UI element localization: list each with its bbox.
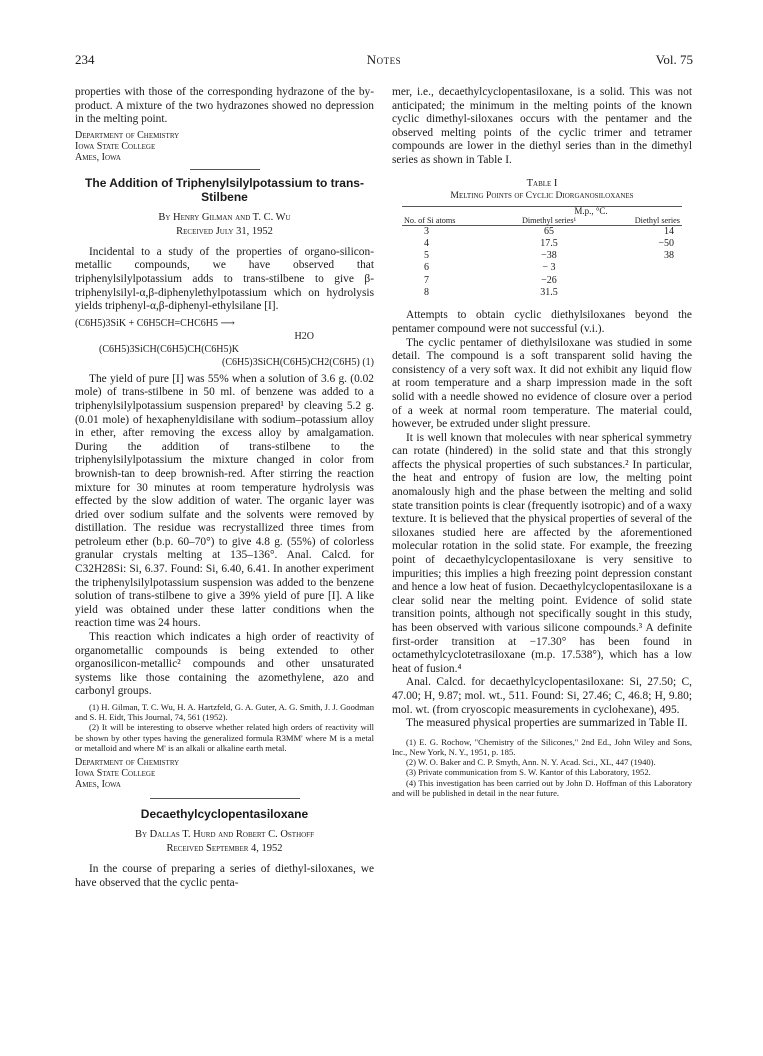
affiliation	[75, 757, 374, 790]
affiliation-line: Department of Chemistry	[75, 129, 180, 141]
footnotes	[392, 737, 692, 798]
table-cell: 17.5	[540, 237, 558, 249]
footnote: (4) This investigation has been carried out by John D. Hoffman of this Laboratory and will be published in detail in the near future.	[392, 777, 692, 798]
table-row	[402, 226, 682, 238]
melting-points-table	[402, 206, 682, 300]
table-header-spacer	[402, 206, 500, 216]
article-authors: By Dallas T. Hurd and Robert C. Osthoff	[135, 829, 314, 841]
article-authors: By Henry Gilman and T. C. Wu	[158, 211, 291, 223]
table-cell: 8	[424, 287, 429, 299]
footnote: (1) E. G. Rochow, "Chemistry of the Silicones," 2nd Ed., John Wiley and Sons, Inc., New York, N. Y., 1951, p. 185.	[392, 736, 692, 757]
left-column	[75, 86, 374, 890]
right-column	[392, 86, 692, 798]
affiliation-line: Iowa State College	[75, 768, 156, 780]
page-number: 234	[75, 52, 95, 67]
reaction-equation	[75, 317, 374, 369]
paragraph: This reaction which indicates a high order of reactivity of organometallic compounds is being extended to other organosilicon-metallic² compounds and other unsaturated systems like those containing the azomethylene, azo and carbonyl groups.	[75, 631, 374, 698]
table-cell: 3	[424, 225, 429, 237]
table-row	[402, 275, 682, 287]
divider	[190, 169, 260, 170]
table-cell: 31.5	[540, 287, 558, 299]
paragraph: In the course of preparing a series of diethyl-siloxanes, we have observed that the cyclic penta-	[75, 863, 374, 889]
table-cell: −50	[658, 237, 674, 249]
paragraph: The yield of pure [I] was 55% when a solution of 3.6 g. (0.02 mole) of trans-stilbene in 50 ml. of benzene was added to a triphenylsilylpotassium suspension prepared¹ by cleaving 5.2 g. (0.01 mole) of hexaphenyldisilane with sodium–potassium alloy in ether, after removing the excess alloy by amalgamation. During the addition of trans-stilbene to the triphenylsilylpotassium the mixture changed in color from brownish-tan to deep brownish-red. After stirring the reaction mixture for 30 minutes at room temperature hydrolysis was effected by the slow addition of water. The organic layer was dried over sodium sulfate and the solvents were removed by distillation. The residue was recrystallized three times from petroleum ether (b.p. 60–70°) to give 4.8 g. (55%) of colorless granular crystals melting at 135–136°. Anal. Calcd. for C32H28Si: Si, 6.37. Found: Si, 6.40, 6.41. In another experiment the triphenylsilylpotassium suspension was added to the benzene solution of trans-stilbene to give a 39% yield of pure [I]. A like yield was obtained under these latter conditions when the reaction time was 24 hours.	[75, 372, 374, 630]
received-date: Received September 4, 1952	[166, 843, 283, 855]
footnote: (2) W. O. Baker and C. P. Smyth, Ann. N. Y. Acad. Sci., XL, 447 (1940).	[406, 757, 656, 768]
affiliation-prev	[75, 130, 374, 163]
table-cell: − 3	[542, 262, 556, 274]
equation-reagent: H2O	[294, 330, 314, 342]
table-cell: 14	[664, 225, 674, 237]
paragraph: Anal. Calcd. for decaethylcyclopentasiloxane: Si, 27.50; C, 47.00; H, 9.87; mol. wt., 511. Found: Si, 27.46; C, 46.8; H, 9.80; mol. wt. (from cryoscopic measurements in cyclohexane), 495.	[392, 676, 692, 716]
footnote: (1) H. Gilman, T. C. Wu, H. A. Hartzfeld, G. A. Guter, A. G. Smith, J. J. Goodman and S. H. Eidt, This Journal, 74, 561 (1952).	[75, 702, 374, 723]
equation-line: (C6H5)3SiCH(C6H5)CH2(C6H5) (1)	[222, 356, 374, 368]
affiliation-line: Iowa State College	[75, 140, 156, 152]
section-title: Notes	[366, 52, 402, 67]
footnotes	[75, 702, 374, 753]
table-cell	[598, 287, 682, 299]
table-cell: 5	[424, 250, 429, 262]
table-cell: 65	[544, 225, 554, 237]
footnote: (3) Private communication from S. W. Kantor of this Laboratory, 1952.	[406, 767, 651, 778]
table-cell	[598, 275, 682, 287]
table-cell: −38	[541, 250, 557, 262]
table-group-header: M.p., °C.	[574, 205, 608, 216]
table-cell	[598, 262, 682, 274]
paragraph: mer, i.e., decaethylcyclopentasiloxane, is a solid. This was not anticipated; the minimum in the melting points of the known cyclic dimethyl-siloxanes occurs with the pentamer and the observed melting points of the cyclic trimer and tetramer compounds are lower in the diethyl series than in the dimethyl series as shown in Table I.	[392, 86, 692, 166]
paragraph: Incidental to a study of the properties of organo-silicon-metallic compounds, we have observed that triphenylsilylpotassium adds to trans-stilbene to give β-triphenylsilyl-α,β-diphenylethylpotassium which on hydrolysis yields triphenyl-α,β-diphenyl-ethylsilane [I].	[75, 245, 374, 313]
table-cell: −26	[541, 274, 557, 286]
paragraph: The measured physical properties are summarized in Table II.	[406, 717, 688, 730]
table-label: Table I	[526, 177, 558, 189]
article-title: Decaethylcyclopentasiloxane	[140, 807, 309, 822]
table-row	[402, 250, 682, 262]
table-title: Melting Points of Cyclic Diorganosiloxanes	[450, 189, 634, 201]
running-header	[75, 52, 693, 70]
affiliation-line: Department of Chemistry	[75, 757, 180, 769]
table-row	[402, 238, 682, 250]
table-cell: 6	[424, 262, 429, 274]
paragraph: Attempts to obtain cyclic diethylsiloxanes beyond the pentamer compound were not successful (v.i.).	[392, 309, 692, 335]
paragraph: The cyclic pentamer of diethylsiloxane was studied in some detail. The compound is a soft transparent solid having the consistency of a very soft wax. It did not exhibit any liquid flow at room temperature and a sharp impression made in the soft solid with a needle showed no evidence of closure over a period of a week at normal room temperature. The material could, however, be extruded under slight pressure.	[392, 336, 692, 431]
table-1	[392, 178, 692, 300]
volume-label: Vol. 75	[655, 52, 693, 67]
continued-paragraph: properties with those of the corresponding hydrazone of the by-product. A mixture of the two hydrazones showed no depression in the melting point.	[75, 86, 374, 126]
table-cell: 38	[664, 250, 674, 262]
equation-line: (C6H5)3SiCH(C6H5)CH(C6H5)K	[99, 343, 239, 355]
article-title: The Addition of Triphenylsilylpotassium to trans-Stilbene	[85, 175, 364, 204]
table-header: No. of Si atoms	[404, 215, 456, 225]
footnote: (2) It will be interesting to observe whether related high orders of reactivity will be shown by other types having the generalized formula R3MM' where M is a metal or metalloid and where M' is an alkali or alkaline earth metal.	[75, 722, 374, 753]
received-date: Received July 31, 1952	[176, 225, 273, 237]
affiliation-line: Ames, Iowa	[75, 779, 121, 791]
affiliation-line: Ames, Iowa	[75, 151, 121, 163]
divider	[150, 798, 300, 799]
equation-line: (C6H5)3SiK + C6H5CH=CHC6H5 ⟶	[75, 317, 235, 329]
table-header: Dimethyl series¹	[521, 215, 577, 225]
table-cell: 4	[424, 237, 429, 249]
table-row	[402, 262, 682, 274]
table-cell: 7	[424, 274, 429, 286]
paragraph: It is well known that molecules with near spherical symmetry can rotate (hindered) in the solid state and that this strongly affects the physical properties of such substances.² In particular, the heat and entropy of fusion are low, the melting point anomalously high and the phase between the melting and solid state transition points is clear (frequently isotropic) and of a waxy texture. It is believed that the physical properties of several of the siloxanes studied here are affected by the aforementioned molecular rotation in the solid state. For example, the freezing point of decaethylcyclopentasiloxane is very sensitive to impurities; this implies a high freezing point depression constant and hence a low heat of fusion. Decaethylcyclopentasiloxane is a clear solid near the melting point. Evidence of solid state transition points, although not specifically sought in this study, has been observed with various silicone compounds.³ A definite first-order transition at −17.30° has been found in octamethylcyclotetrasiloxane (m.p. 17.538°), which has a low heat of fusion.⁴	[392, 431, 692, 675]
table-header: Diethyl series	[634, 215, 680, 225]
table-row	[402, 287, 682, 299]
